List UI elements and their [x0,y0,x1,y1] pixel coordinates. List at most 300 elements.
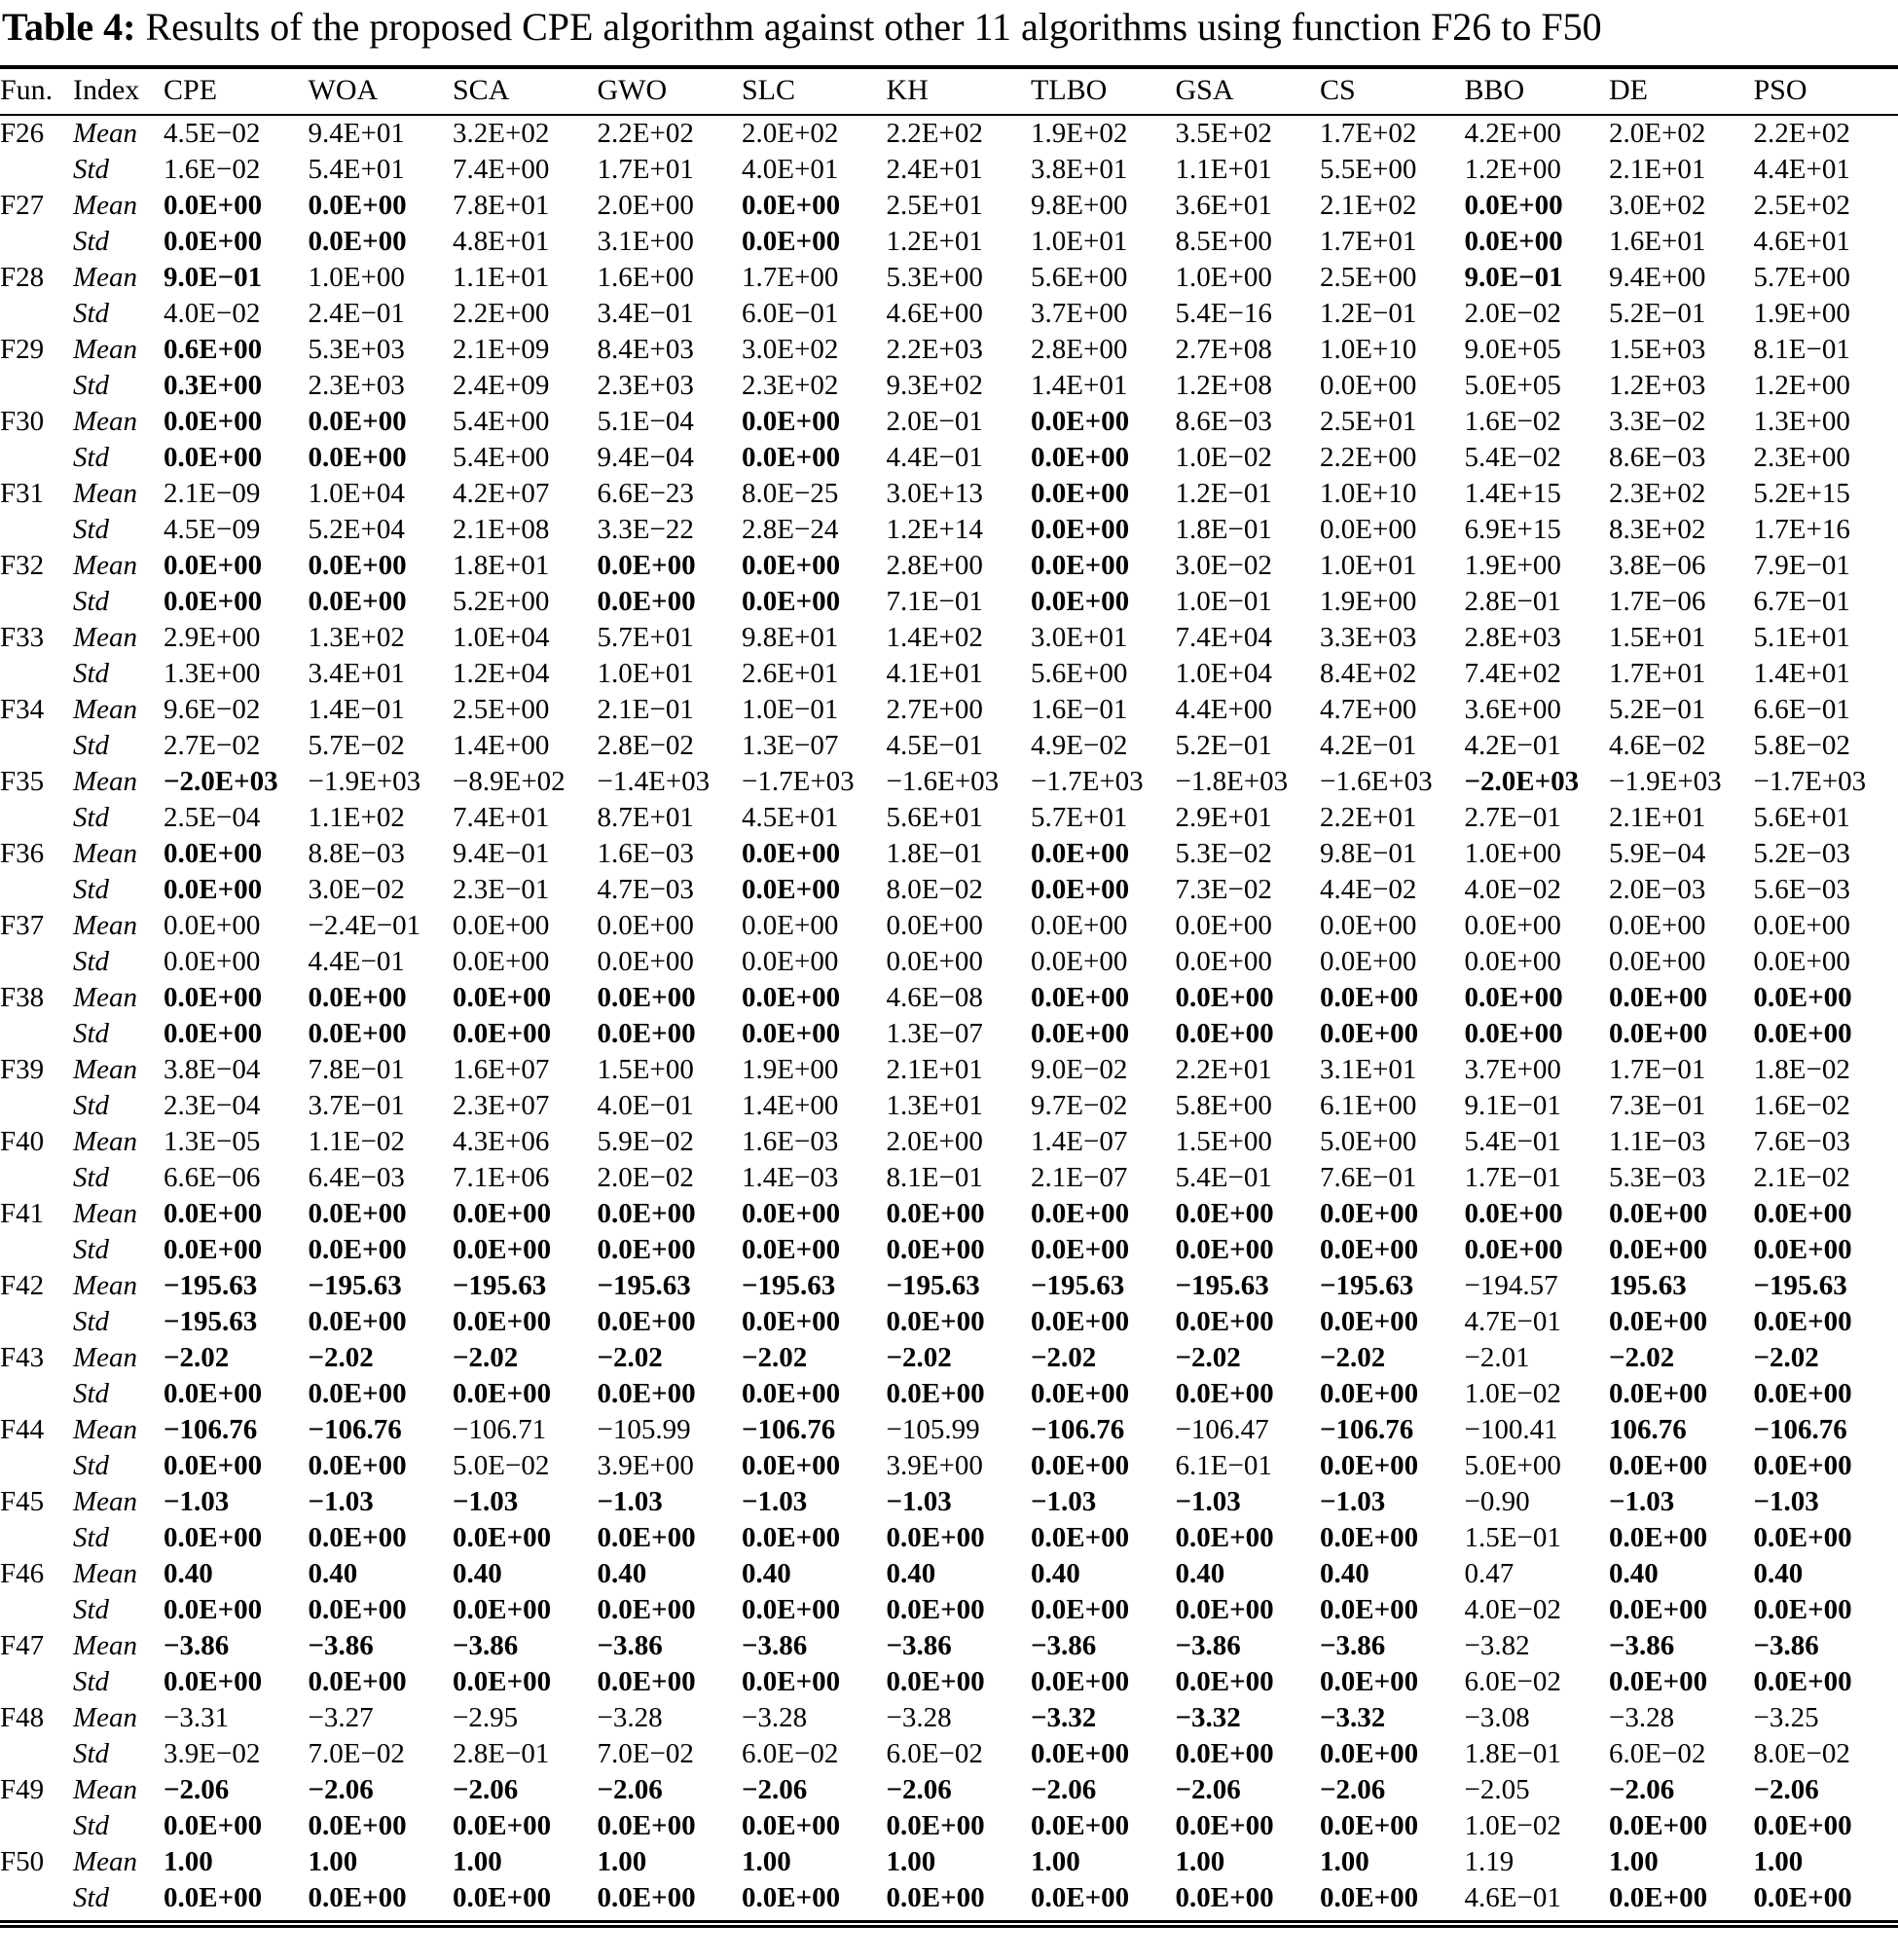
value-cell: −1.9E+03 [308,766,421,798]
value-cell: 0.0E+00 [1031,442,1130,474]
value-cell: 6.9E+15 [1464,514,1561,546]
value-cell: 1.2E+14 [886,514,983,546]
table-row [0,980,1898,1016]
value-cell: 5.0E+00 [1320,1126,1417,1158]
value-cell: 1.4E+01 [1753,658,1850,690]
value-cell: 9.8E−01 [1320,838,1417,870]
index-cell: Mean [73,1054,138,1086]
value-cell: 1.4E+00 [742,1090,839,1122]
value-cell: 0.0E+00 [742,838,841,870]
value-cell: 4.0E−02 [164,298,261,330]
value-cell: 0.0E+00 [742,550,841,582]
value-cell: −2.02 [453,1342,519,1374]
value-cell: −2.0E+03 [164,766,278,798]
value-cell: −2.02 [1175,1342,1241,1374]
value-cell: −106.76 [1031,1414,1125,1446]
value-cell: 1.0E+04 [453,622,550,654]
value-cell: 1.2E+04 [453,658,550,690]
value-cell: 0.0E+00 [1031,1450,1130,1482]
value-cell: −3.27 [308,1702,374,1734]
value-cell: 2.3E+07 [453,1090,550,1122]
value-cell: 0.0E+00 [1176,1880,1321,1924]
value-cell: 4.8E+01 [453,226,550,258]
value-cell: −106.76 [1320,1414,1414,1446]
value-cell: 0.0E+00 [886,1234,985,1266]
value-cell: 0.0E+00 [742,1306,841,1338]
value-cell: −3.28 [886,1702,952,1734]
value-cell: 3.0E−02 [308,874,405,906]
value-cell: 0.0E+00 [308,1666,407,1698]
value-cell: 9.4E−01 [453,838,550,870]
value-cell: 9.0E−01 [164,262,263,294]
function-cell [0,1808,73,1844]
value-cell: 0.0E+00 [309,1880,454,1924]
value-cell: 0.0E+00 [453,946,550,978]
value-cell: 0.0E+00 [742,1810,841,1842]
index-cell: Mean [73,118,138,150]
value-cell: 0.0E+00 [886,1594,985,1626]
value-cell: 0.0E+00 [164,1880,309,1924]
index-cell: Std [73,874,110,906]
index-cell: Mean [73,1414,138,1446]
value-cell: 2.2E+02 [886,118,983,150]
table-row [0,656,1898,692]
value-cell: 9.4E−04 [597,442,694,474]
value-cell: 0.0E+00 [887,1880,1032,1924]
value-cell: 0.0E+00 [1753,1306,1852,1338]
value-cell: 0.0E+00 [1320,910,1417,942]
value-cell: 0.0E+00 [742,586,841,618]
function-cell: F26 [0,118,45,150]
value-cell: 0.47 [1464,1558,1515,1590]
table-row [0,332,1898,368]
value-cell: 0.0E+00 [742,1234,841,1266]
value-cell: 106.76 [1609,1414,1687,1446]
value-cell: 2.4E−01 [308,298,405,330]
value-cell: 7.4E+02 [1464,658,1561,690]
value-cell: −195.63 [597,1270,691,1302]
value-cell: 0.0E+00 [597,946,694,978]
value-cell: 0.0E+00 [1175,1594,1274,1626]
value-cell: 1.4E−07 [1031,1126,1128,1158]
column-header: Index [73,74,140,107]
value-cell: 1.2E+03 [1609,370,1706,402]
value-cell: 2.4E+09 [453,370,550,402]
value-cell: 1.7E+01 [1609,658,1706,690]
value-cell: 1.6E−02 [1464,406,1561,438]
value-cell: 1.7E+01 [1320,226,1417,258]
value-cell: 3.6E+01 [1175,190,1272,222]
value-cell: 0.0E+00 [1320,1018,1419,1050]
value-cell: −195.63 [453,1270,547,1302]
value-cell: 1.6E−02 [1753,1090,1850,1122]
value-cell: 9.8E+01 [742,622,839,654]
table-row [0,872,1898,908]
value-cell: 1.0E+10 [1320,334,1417,366]
value-cell: −3.86 [1031,1630,1097,1662]
value-cell: 0.0E+00 [1320,1306,1419,1338]
value-cell: 8.0E−02 [886,874,983,906]
value-cell: 0.0E+00 [597,982,696,1014]
table-row [0,404,1898,440]
value-cell: −1.03 [1753,1486,1819,1518]
value-cell: 1.0E+04 [1175,658,1272,690]
value-cell: −106.76 [742,1414,836,1446]
value-cell: 8.1E−01 [1753,334,1850,366]
value-cell: 7.6E−03 [1753,1126,1850,1158]
value-cell: 7.8E−01 [308,1054,405,1086]
function-cell: F39 [0,1054,45,1086]
value-cell: 2.2E+03 [886,334,983,366]
table-body [0,115,1898,1924]
table-row [0,1412,1898,1448]
table-row [0,1196,1898,1232]
value-cell: 0.0E+00 [742,982,841,1014]
value-cell: 0.0E+00 [1609,982,1708,1014]
value-cell: 0.0E+00 [1031,406,1130,438]
value-cell: 2.1E−02 [1753,1162,1850,1194]
value-cell: 1.0E−01 [1175,586,1272,618]
value-cell: 8.6E−03 [1175,406,1272,438]
column-header: Fun. [0,74,54,107]
value-cell: 0.0E+00 [1320,1738,1419,1770]
value-cell: 0.0E+00 [1609,910,1706,942]
value-cell: 0.0E+00 [164,1018,263,1050]
index-cell: Mean [73,910,138,942]
table-row [0,1016,1898,1052]
value-cell: 0.0E+00 [1753,1450,1852,1482]
table-row [0,764,1898,800]
table-row [0,944,1898,980]
index-cell: Mean [73,1126,138,1158]
value-cell: 0.0E+00 [1320,982,1419,1014]
table-row [0,1160,1898,1196]
value-cell: 1.6E−02 [164,154,261,186]
value-cell: 0.0E+00 [1175,1234,1274,1266]
value-cell: 2.5E+00 [453,694,550,726]
value-cell: 0.0E+00 [742,1880,887,1924]
value-cell: 9.0E−01 [1464,262,1563,294]
function-cell: F38 [0,982,45,1014]
value-cell: 1.9E+00 [742,1054,839,1086]
value-cell: 1.00 [308,1846,358,1878]
value-cell: 0.40 [1175,1558,1225,1590]
table-row [0,1556,1898,1592]
value-cell: 1.0E+01 [1320,550,1417,582]
value-cell: −105.99 [597,1414,691,1446]
index-cell: Std [73,1162,110,1194]
index-cell: Mean [73,406,138,438]
value-cell: −1.6E+03 [1320,766,1433,798]
value-cell: 0.0E+00 [742,1594,841,1626]
value-cell: 0.0E+00 [1609,1880,1754,1924]
value-cell: 1.9E+00 [1320,586,1417,618]
value-cell: −100.41 [1464,1414,1558,1446]
value-cell: 0.0E+00 [164,1234,263,1266]
value-cell: 7.8E+01 [453,190,550,222]
value-cell: 8.0E−02 [1753,1738,1850,1770]
value-cell: −2.06 [164,1774,230,1806]
value-cell: 1.1E−02 [308,1126,405,1158]
value-cell: 9.1E−01 [1464,1090,1561,1122]
value-cell: 2.3E−01 [453,874,550,906]
value-cell: 0.40 [886,1558,936,1590]
value-cell: 0.0E+00 [308,1018,407,1050]
value-cell: 9.4E+01 [308,118,405,150]
value-cell: 6.0E−02 [742,1738,839,1770]
value-cell: 0.0E+00 [1609,1450,1708,1482]
value-cell: −3.28 [597,1702,663,1734]
value-cell: 0.0E+00 [453,1306,552,1338]
value-cell: 0.0E+00 [1175,1522,1274,1554]
value-cell: 7.0E−02 [597,1738,694,1770]
value-cell: 6.0E−02 [1464,1666,1561,1698]
function-cell [0,1736,73,1772]
value-cell: 5.6E+00 [1031,262,1128,294]
value-cell: 0.0E+00 [1753,1666,1852,1698]
index-cell: Std [73,586,110,618]
value-cell: 0.0E+00 [453,1198,552,1230]
index-cell: Std [73,802,110,834]
value-cell: 2.4E+01 [886,154,983,186]
function-cell [0,1664,73,1700]
value-cell: 1.4E+15 [1464,478,1561,510]
value-cell: 0.0E+00 [742,1450,841,1482]
value-cell: 0.0E+00 [886,946,983,978]
value-cell: 0.0E+00 [1753,1234,1852,1266]
value-cell: 1.00 [742,1846,791,1878]
value-cell: 1.4E+00 [453,730,550,762]
index-cell: Std [73,1738,110,1770]
index-cell: Mean [73,838,138,870]
table-row [0,115,1898,152]
value-cell: −195.63 [886,1270,980,1302]
value-cell: 2.7E+00 [886,694,983,726]
value-cell: 5.2E+00 [453,586,550,618]
value-cell: −2.02 [1320,1342,1386,1374]
value-cell: 4.6E+01 [1753,226,1850,258]
value-cell: −195.63 [1031,1270,1125,1302]
value-cell: 0.0E+00 [597,1522,696,1554]
value-cell: 0.0E+00 [1031,910,1128,942]
table-row [0,1232,1898,1268]
table-row [0,1304,1898,1340]
index-cell: Std [73,1450,110,1482]
index-cell: Std [73,370,110,402]
value-cell: 2.7E−02 [164,730,261,762]
value-cell: 9.0E+05 [1464,334,1561,366]
value-cell: 0.0E+00 [453,1880,598,1924]
value-cell: 0.0E+00 [453,1522,552,1554]
function-cell: F47 [0,1630,45,1662]
value-cell: 0.0E+00 [164,982,263,1014]
value-cell: 0.0E+00 [308,1198,407,1230]
value-cell: −2.05 [1464,1774,1530,1806]
index-cell: Mean [73,478,138,510]
value-cell: −0.90 [1464,1486,1530,1518]
value-cell: 5.9E−02 [597,1126,694,1158]
value-cell: 1.2E+08 [1175,370,1272,402]
value-cell: 0.0E+00 [164,910,261,942]
value-cell: 0.0E+00 [1753,982,1852,1014]
value-cell: 0.40 [1609,1558,1659,1590]
value-cell: 5.2E+15 [1753,478,1850,510]
table-row [0,908,1898,944]
value-cell: 2.2E+01 [1320,802,1417,834]
value-cell: 0.0E+00 [742,874,841,906]
value-cell: 0.0E+00 [1031,874,1130,906]
value-cell: 0.0E+00 [1031,982,1130,1014]
value-cell: 0.0E+00 [1609,1810,1708,1842]
table-row [0,296,1898,332]
table-row [0,1448,1898,1484]
value-cell: 2.3E+02 [742,370,839,402]
table-row [0,1700,1898,1736]
column-header: PSO [1753,74,1807,107]
value-cell: 1.00 [1320,1846,1369,1878]
value-cell: 6.0E−02 [886,1738,983,1770]
value-cell: 2.1E−09 [164,478,261,510]
value-cell: 1.0E+01 [597,658,694,690]
value-cell: 0.0E+00 [1320,514,1417,546]
value-cell: −195.63 [1175,1270,1269,1302]
value-cell: 1.6E−03 [597,838,694,870]
value-cell: 1.0E−01 [742,694,839,726]
value-cell: −1.03 [597,1486,663,1518]
value-cell: 0.0E+00 [886,1810,985,1842]
value-cell: 0.0E+00 [742,190,841,222]
value-cell: −3.86 [308,1630,374,1662]
value-cell: 2.8E−02 [597,730,694,762]
value-cell: −3.32 [1320,1702,1386,1734]
value-cell: 2.2E+00 [453,298,550,330]
value-cell: 4.7E−01 [1464,1306,1561,1338]
results-table [0,65,1898,1928]
table-row [0,1772,1898,1808]
value-cell: 2.8E+03 [1464,622,1561,654]
value-cell: 4.4E−02 [1320,874,1417,906]
function-cell: F28 [0,262,45,294]
index-cell: Std [73,1594,110,1626]
value-cell: 0.0E+00 [1609,1594,1708,1626]
value-cell: 8.6E−03 [1609,442,1706,474]
value-cell: 5.3E−03 [1609,1162,1706,1194]
column-header: TLBO [1031,74,1108,107]
value-cell: −106.76 [1753,1414,1847,1446]
function-cell: F27 [0,190,45,222]
value-cell: 0.0E+00 [1609,946,1706,978]
value-cell: 1.0E+10 [1320,478,1417,510]
value-cell: 0.0E+00 [597,1018,696,1050]
column-header: CS [1320,74,1356,107]
value-cell: −2.02 [742,1342,808,1374]
value-cell: −3.32 [1175,1702,1241,1734]
value-cell: 0.0E+00 [1031,478,1130,510]
value-cell: −1.03 [1609,1486,1675,1518]
value-cell: 1.6E−03 [742,1126,839,1158]
table-row [0,1736,1898,1772]
function-cell [0,1016,73,1052]
value-cell: 1.7E−01 [1609,1054,1706,1086]
index-cell: Std [73,730,110,762]
value-cell: −3.32 [1031,1702,1097,1734]
value-cell: 8.0E−25 [742,478,839,510]
value-cell: 0.0E+00 [308,442,407,474]
value-cell: 3.0E+13 [886,478,983,510]
value-cell: 1.1E+02 [308,802,405,834]
function-cell [0,1304,73,1340]
value-cell: 0.0E+00 [886,1198,985,1230]
value-cell: 1.4E+02 [886,622,983,654]
value-cell: 0.0E+00 [1464,982,1563,1014]
value-cell: 6.1E−01 [1175,1450,1272,1482]
index-cell: Std [73,1810,110,1842]
value-cell: 5.4E−16 [1175,298,1272,330]
function-cell [0,224,73,260]
index-cell: Mean [73,1486,138,1518]
value-cell: 5.4E−01 [1464,1126,1561,1158]
value-cell: 0.0E+00 [1031,1880,1176,1924]
value-cell: 2.8E−01 [1464,586,1561,618]
value-cell: −3.86 [1753,1630,1819,1662]
value-cell: 2.8E+00 [886,550,983,582]
value-cell: 4.6E−01 [1465,1880,1610,1924]
value-cell: −3.86 [886,1630,952,1662]
index-cell: Mean [73,1774,138,1806]
value-cell: 4.7E+00 [1320,694,1417,726]
value-cell: 0.0E+00 [1175,1198,1274,1230]
value-cell: 3.8E+01 [1031,154,1128,186]
value-cell: 0.0E+00 [742,1378,841,1410]
function-cell [0,1088,73,1124]
value-cell: 5.4E+00 [453,406,550,438]
value-cell: −3.25 [1753,1702,1819,1734]
value-cell: 0.0E+00 [1031,1522,1130,1554]
value-cell: 2.3E+02 [1609,478,1706,510]
value-cell: 5.3E−02 [1175,838,1272,870]
value-cell: 8.1E−01 [886,1162,983,1194]
value-cell: 2.5E+01 [886,190,983,222]
value-cell: 9.4E+00 [1609,262,1706,294]
value-cell: 6.0E−02 [1609,1738,1706,1770]
value-cell: 1.3E+00 [1753,406,1850,438]
value-cell: 1.2E−01 [1175,478,1272,510]
table-row [0,188,1898,224]
value-cell: 0.40 [453,1558,502,1590]
value-cell: 1.4E−03 [742,1162,839,1194]
value-cell: 0.0E+00 [1031,946,1128,978]
value-cell: 3.2E+02 [453,118,550,150]
table-row [0,1052,1898,1088]
index-cell: Mean [73,982,138,1014]
value-cell: 0.0E+00 [164,1594,263,1626]
index-cell: Std [73,658,110,690]
table-row [0,368,1898,404]
value-cell: 0.0E+00 [308,1234,407,1266]
value-cell: 1.19 [1464,1846,1515,1878]
value-cell: 0.0E+00 [1464,226,1563,258]
value-cell: 0.0E+00 [1320,1378,1419,1410]
value-cell: 4.0E−02 [1464,874,1561,906]
value-cell: 0.40 [308,1558,358,1590]
table-row [0,692,1898,728]
value-cell: 0.0E+00 [597,1198,696,1230]
index-cell: Std [73,1666,110,1698]
value-cell: 3.9E+00 [886,1450,983,1482]
value-cell: 2.1E+01 [886,1054,983,1086]
value-cell: 0.40 [1753,1558,1804,1590]
value-cell: 1.7E+16 [1753,514,1850,546]
